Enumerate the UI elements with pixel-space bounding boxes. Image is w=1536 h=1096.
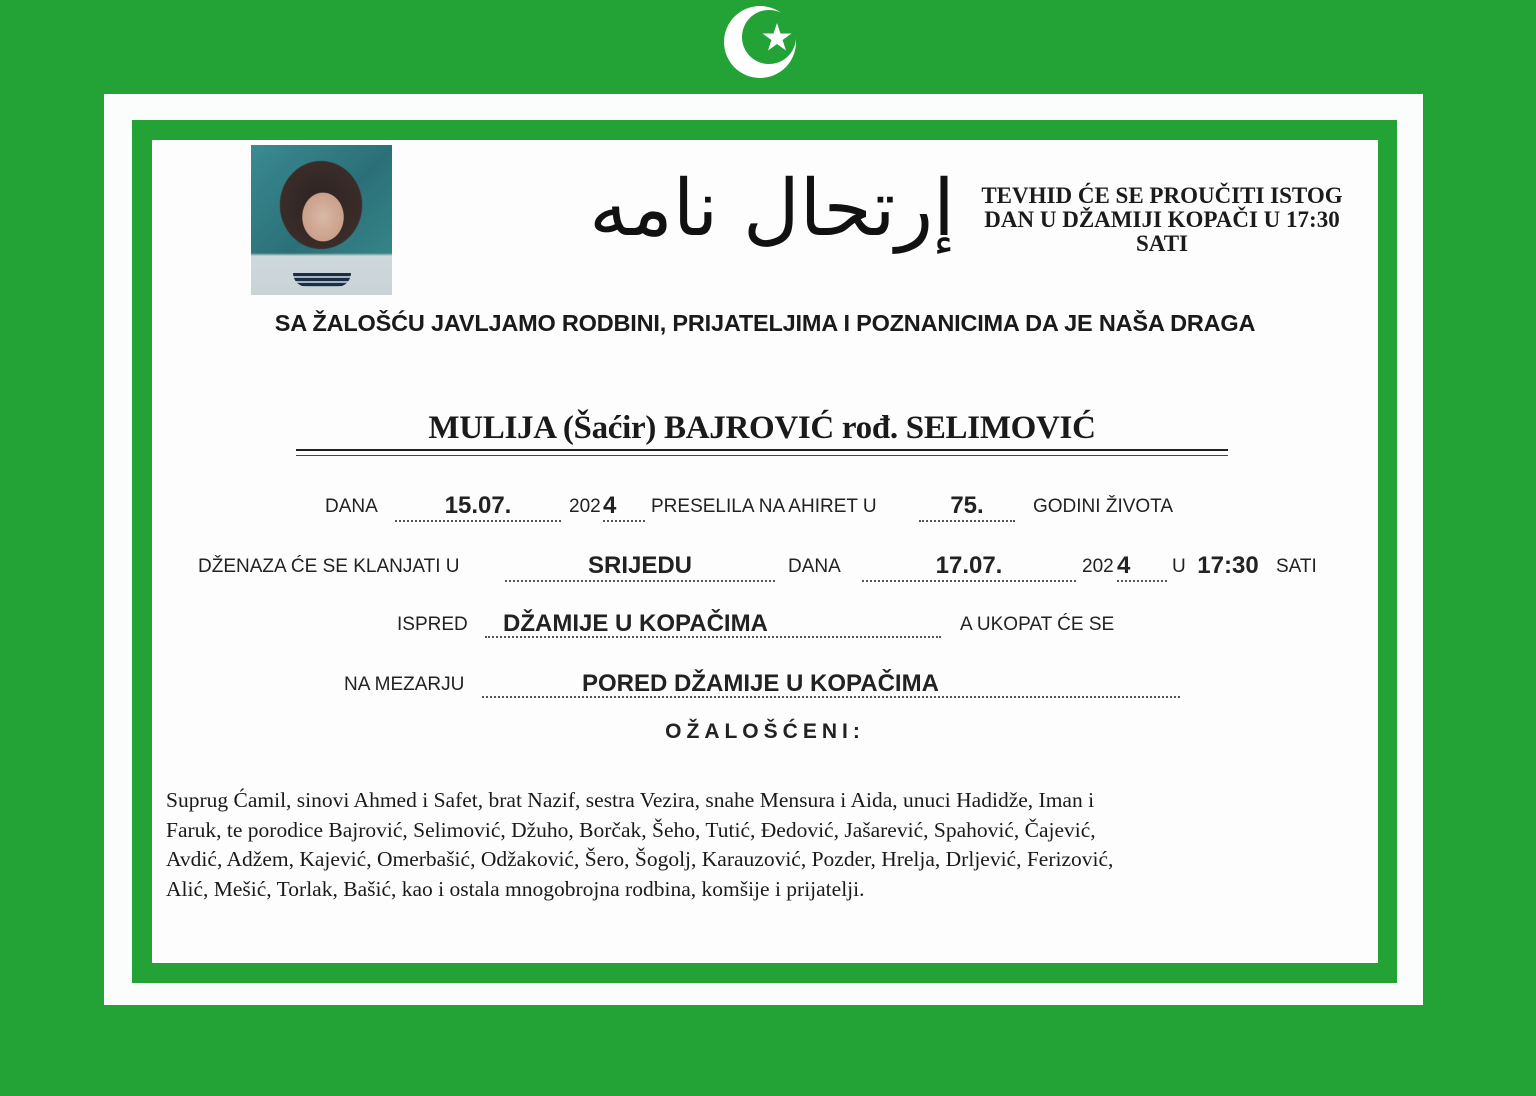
- intro-text: SA ŽALOŠĆU JAVLJAMO RODBINI, PRIJATELJIMA I POZNANICIMA DA JE NAŠA DRAGA: [274, 310, 1256, 336]
- label-ispred: ISPRED: [397, 614, 468, 635]
- deceased-name: MULIJA (Šaćir) BAJROVIĆ rođ. SELIMOVIĆ: [428, 410, 1096, 446]
- label-preselila: PRESELILA NA AHIRET U: [651, 496, 877, 517]
- label-dana: DANA: [325, 496, 378, 517]
- funeral-day: SRIJEDU: [505, 556, 775, 582]
- label-mezarju: NA MEZARJU: [344, 674, 465, 695]
- label-godini: GODINI ŽIVOTA: [1033, 496, 1174, 517]
- label-u: U: [1172, 556, 1186, 577]
- arabic-title: إرتحال نامه: [589, 164, 955, 254]
- mourners-line: Suprug Ćamil, sinovi Ahmed i Safet, brat Nazif, sestra Vezira, snahe Mensura i Aida, unuci Hadidže, Iman i: [166, 788, 1095, 812]
- death-date: 15.07.: [395, 496, 561, 522]
- year-digit: 4: [1117, 556, 1167, 582]
- name-underline: [296, 449, 1228, 456]
- tevhid-notice: TEVHID ĆE SE PROUČITI ISTOG DAN U DŽAMIJI KOPAČI U 17:30 SATI: [981, 183, 1343, 256]
- mourners-title: OŽALOŠĆENI:: [665, 720, 865, 743]
- year-prefix: 202: [1082, 556, 1114, 577]
- mourners-line: Alić, Mešić, Torlak, Bašić, kao i ostala mnogobrojna rodbina, komšije i prijatelji.: [166, 876, 865, 901]
- age: 75.: [919, 496, 1015, 522]
- label-ukopat: A UKOPAT ĆE SE: [960, 614, 1115, 635]
- mourners-line: Avdić, Adžem, Kajević, Omerbašić, Odžaković, Šero, Šogolj, Karauzović, Pozder, Hrelja, Drljević, Ferizović,: [166, 847, 1114, 871]
- label-sati: SATI: [1276, 556, 1317, 577]
- mourners-list: [166, 786, 1346, 904]
- mosque-place: DŽAMIJE U KOPAČIMA: [485, 614, 941, 638]
- label-dzenaza: DŽENAZA ĆE SE KLANJATI U: [198, 556, 460, 577]
- year-prefix: 202: [569, 496, 601, 517]
- label-dana: DANA: [788, 556, 841, 577]
- portrait-photo: [251, 145, 392, 295]
- cemetery-place: PORED DŽAMIJE U KOPAČIMA: [482, 674, 1180, 698]
- funeral-date: 17.07.: [862, 556, 1076, 582]
- crescent-star-icon: [722, 4, 802, 80]
- obituary-card: [152, 140, 1378, 963]
- mourners-line: Faruk, te porodice Bajrović, Selimović, Džuho, Borčak, Šeho, Tutić, Đedović, Jašarević, Spahović, Čajević,: [166, 817, 1096, 842]
- year-digit: 4: [603, 496, 645, 522]
- funeral-time: 17:30: [1197, 552, 1259, 579]
